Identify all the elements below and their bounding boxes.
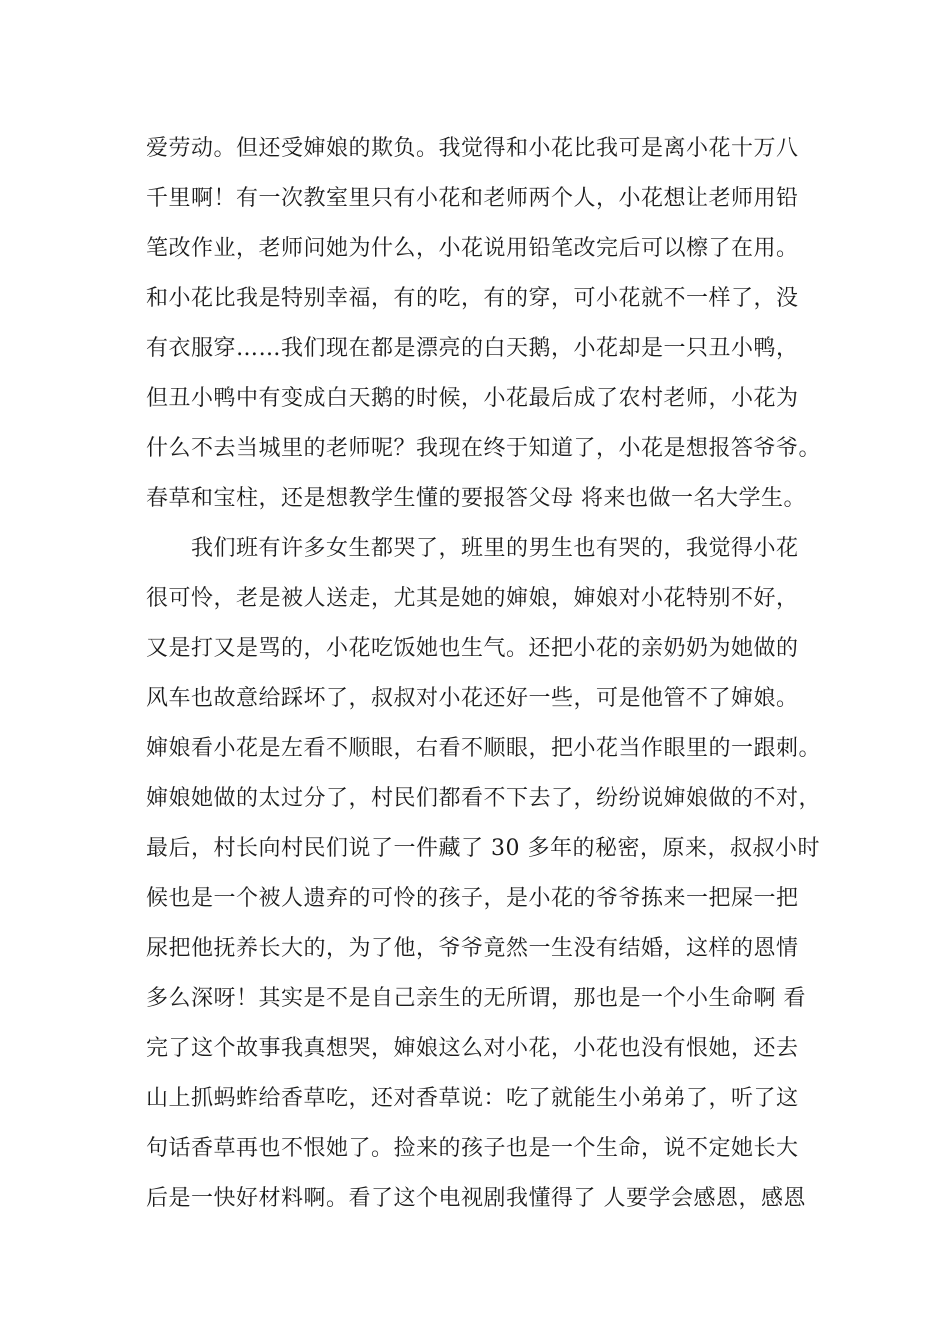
- text-line: 婶娘看小花是左看不顺眼，右看不顺眼，把小花当作眼里的一跟刺。: [146, 736, 822, 761]
- text-line: 又是打又是骂的，小花吃饭她也生气。还把小花的亲奶奶为她做的: [146, 636, 799, 661]
- text-line: 尿把他抚养长大的，为了他，爷爷竟然一生没有结婚，这样的恩情: [146, 936, 799, 961]
- text-line: 最后，村长向村民们说了一件藏了 30 多年的秘密，原来，叔叔小时: [146, 836, 820, 861]
- text-line: 笔改作业，老师问她为什么，小花说用铅笔改完后可以檫了在用。: [146, 236, 799, 261]
- text-line: 婶娘她做的太过分了，村民们都看不下去了，纷纷说婶娘做的不对，: [146, 786, 822, 811]
- text-line: 很可怜，老是被人送走，尤其是她的婶娘，婶娘对小花特别不好，: [146, 586, 799, 611]
- text-line: 和小花比我是特别幸福，有的吃，有的穿，可小花就不一样了，没: [146, 286, 799, 311]
- text-line: 风车也故意给踩坏了，叔叔对小花还好一些，可是他管不了婶娘。: [146, 686, 799, 711]
- text-line: 后是一快好材料啊。看了这个电视剧我懂得了 人要学会感恩，感恩: [146, 1186, 806, 1211]
- body-text: [146, 124, 826, 1224]
- text-line: 春草和宝柱，还是想教学生懂的要报答父母 将来也做一名大学生。: [146, 486, 806, 511]
- text-line: 句话香草再也不恨她了。捡来的孩子也是一个生命，说不定她长大: [146, 1136, 799, 1161]
- text-line: 山上抓蚂蚱给香草吃，还对香草说：吃了就能生小弟弟了，听了这: [146, 1086, 799, 1111]
- text-line: 我们班有许多女生都哭了，班里的男生也有哭的，我觉得小花: [146, 536, 799, 561]
- text-line: 千里啊！有一次教室里只有小花和老师两个人，小花想让老师用铅: [146, 186, 799, 211]
- text-line: 什么不去当城里的老师呢？我现在终于知道了，小花是想报答爷爷。: [146, 436, 822, 461]
- text-line: 完了这个故事我真想哭，婶娘这么对小花，小花也没有恨她，还去: [146, 1036, 799, 1061]
- text-line: 有衣服穿……我们现在都是漂亮的白天鹅，小花却是一只丑小鸭，: [146, 336, 799, 361]
- text-line: 多么深呀！其实是不是自己亲生的无所谓，那也是一个小生命啊 看: [146, 986, 806, 1011]
- text-line: 爱劳动。但还受婶娘的欺负。我觉得和小花比我可是离小花十万八: [146, 136, 799, 161]
- text-line: 但丑小鸭中有变成白天鹅的时候，小花最后成了农村老师，小花为: [146, 386, 799, 411]
- text-line: 候也是一个被人遗弃的可怜的孩子，是小花的爷爷拣来一把屎一把: [146, 886, 799, 911]
